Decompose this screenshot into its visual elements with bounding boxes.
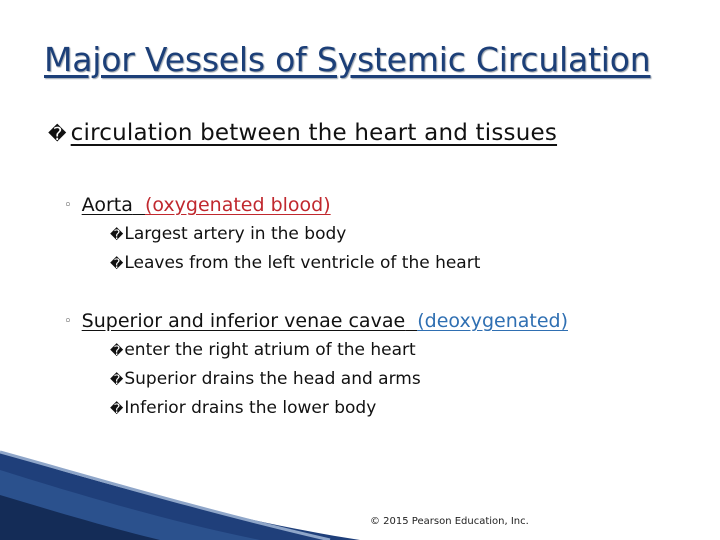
detail-marker: � [110,257,124,272]
ring-bullet-icon: ◦ [64,198,72,213]
detail-line [110,369,421,389]
detail-line [110,340,416,360]
subitem-aorta [64,194,331,216]
subitem-note: (deoxygenated) [417,310,568,332]
detail-text: Leaves from the left ventricle of the heart [124,253,481,273]
detail-line [110,224,346,244]
detail-line [110,398,376,418]
detail-marker: � [110,228,124,243]
subitem-venae-cavae [64,310,568,332]
detail-text: Largest artery in the body [124,224,347,244]
detail-marker: � [110,344,124,359]
main-bullet [48,120,557,146]
detail-text: Superior drains the head and arms [124,369,421,389]
subitem-term: Superior and inferior venae cavae [81,310,406,332]
slide-title: Major Vessels of Systemic Circulation [44,40,651,79]
decorative-swoosh [0,440,360,540]
main-bullet-text: circulation between the heart and tissues [70,120,558,146]
detail-marker: � [110,402,124,417]
ring-bullet-icon: ◦ [64,314,72,329]
copyright-footer: © 2015 Pearson Education, Inc. [370,516,529,527]
detail-line [110,253,480,273]
detail-marker: � [110,373,124,388]
detail-text: enter the right atrium of the heart [124,340,416,360]
subitem-note: (oxygenated blood) [144,194,331,216]
detail-text: Inferior drains the lower body [124,398,377,418]
subitem-term: Aorta [81,194,133,216]
bullet-marker: � [48,124,67,145]
